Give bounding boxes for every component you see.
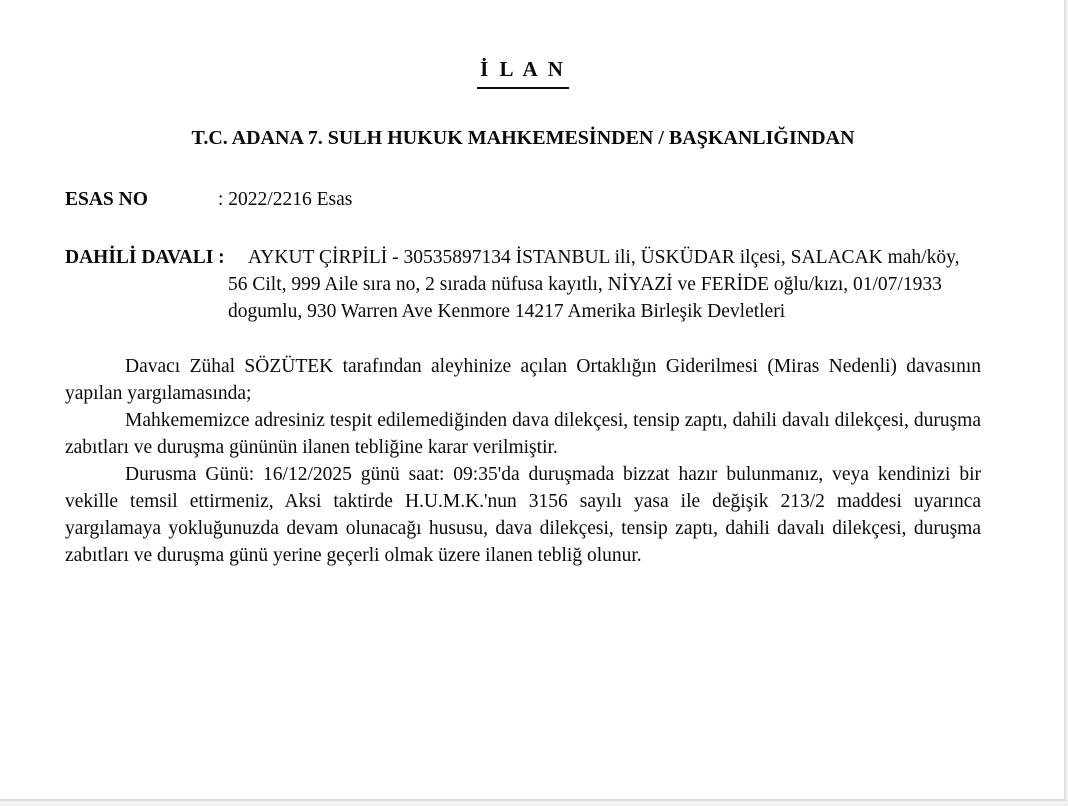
dahili-davali-label: DAHİLİ DAVALI : (65, 247, 225, 268)
notice-paragraph: Durusma Günü: 16/12/2025 günü saat: 09:35'da duruşmada bizzat hazır bulunmanız, veya kendinizi bir vekille temsil ettirmeniz, Aksi taktirde H.U.M.K.'nun 3156 sayılı yasa ile değişik 213/2 maddesi uyarınca yargılamaya yokluğunuzda devam olunacağı hususu, dava dilekçesi, tensip zaptı, dahili davalı dilekçesi, duruşma zabıtları ve duruşma günü yerine geçerli olmak üzere ilanen tebliğ olunur. (65, 464, 981, 566)
notice-body (65, 353, 981, 569)
title-container (65, 56, 981, 89)
esas-no-row (65, 186, 981, 213)
notice-paragraph: Mahkememizce adresiniz tespit edilemediğinden dava dilekçesi, tensip zaptı, dahili davalı dilekçesi, duruşma zabıtları ve duruşma gününün ilanen tebliğine karar verilmiştir. (65, 410, 981, 458)
court-header: T.C. ADANA 7. SULH HUKUK MAHKEMESİNDEN / BAŞKANLIĞINDAN (191, 127, 855, 149)
esas-no-value: : 2022/2216 Esas (218, 189, 353, 210)
dahili-davali-row (65, 244, 981, 325)
notice-paragraph: Davacı Zühal SÖZÜTEK tarafından aleyhinize açılan Ortaklığın Giderilmesi (Miras Nedenli) davasının yapılan yargılamasında; (65, 356, 981, 404)
dahili-davali-value: AYKUT ÇİRPİLİ - 30535897134 İSTANBUL ili, ÜSKÜDAR ilçesi, SALACAK mah/köy, 56 Cilt, 999 Aile sıra no, 2 sırada nüfusa kayıtlı, NİYAZİ ve FERİDE oğlu/kızı, 01/07/1933 dogumlu, 930 Warren Ave Kenmore 14217 Amerika Birleşik Devletleri (228, 247, 960, 322)
ilan-title: İ L A N (477, 56, 569, 89)
esas-no-label: ESAS NO (65, 189, 148, 210)
